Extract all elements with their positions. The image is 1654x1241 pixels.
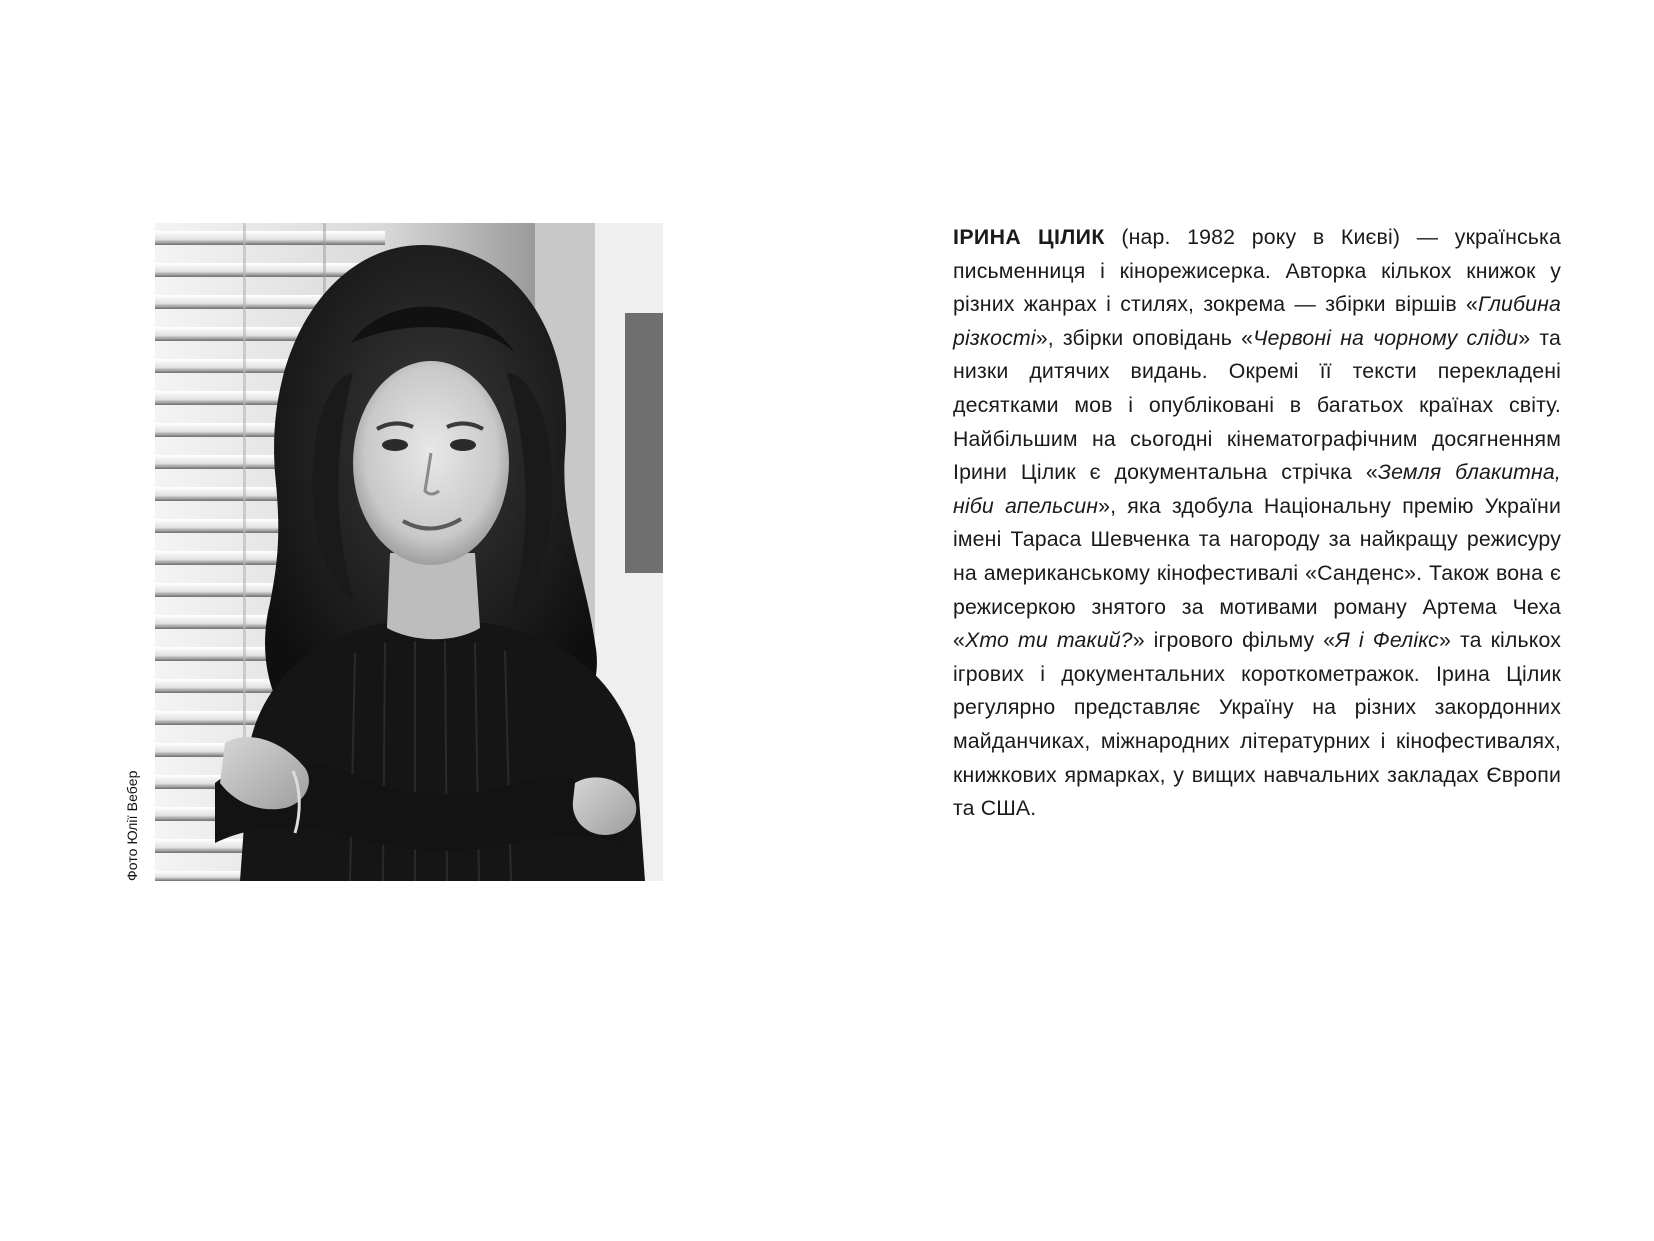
author-biography [953, 221, 1561, 826]
photo-credit: Фото Юлії Вебер [124, 770, 140, 881]
bio-text: », збірки оповідань « [1035, 325, 1254, 350]
book-title: Хто ти такий? [965, 628, 1133, 653]
bio-text: (нар. 1982 року в Києві) — українська письменниця і кінорежисерка. Авторка кількох книжок у різних жанрах і стилях, зокрема — збірки віршів « [953, 225, 1561, 317]
bio-text: » та кількох ігрових і документальних короткометражок. Ірина Цілик регулярно представляє Україну на різних закордонних майданчиках, міжнародних літературних і кінофестивалях, книжкових ярмарках, у вищих навчальних закладах Європи та США. [953, 628, 1562, 821]
bio-text: », яка здобула Національну премію України імені Тараса Шевченка та нагороду за найкращу режисуру на американському кінофестивалі «Санденс». Також вона є режисеркою знятого за мотивами роману Артема Чеха « [953, 493, 1561, 653]
film-title: Я і Фелікс [1335, 628, 1439, 653]
author-name: ІРИНА ЦІЛИК [953, 225, 1105, 249]
author-portrait [155, 223, 663, 881]
book-title: Глибина різкості [953, 292, 1561, 350]
film-title: Земля блакитна, ніби апельсин [953, 460, 1561, 518]
bio-text: » ігрового фільму « [1132, 628, 1336, 653]
book-title: Червоні на чорному сліди [1253, 325, 1519, 350]
bio-text: » та низки дитячих видань. Окремі її тексти перекладені десятками мов і опубліковані в багатьох країнах світу. Найбільшим на сьогодні кінематографічним досягненням Ірини Цілик є документальна стрічка « [953, 325, 1561, 485]
